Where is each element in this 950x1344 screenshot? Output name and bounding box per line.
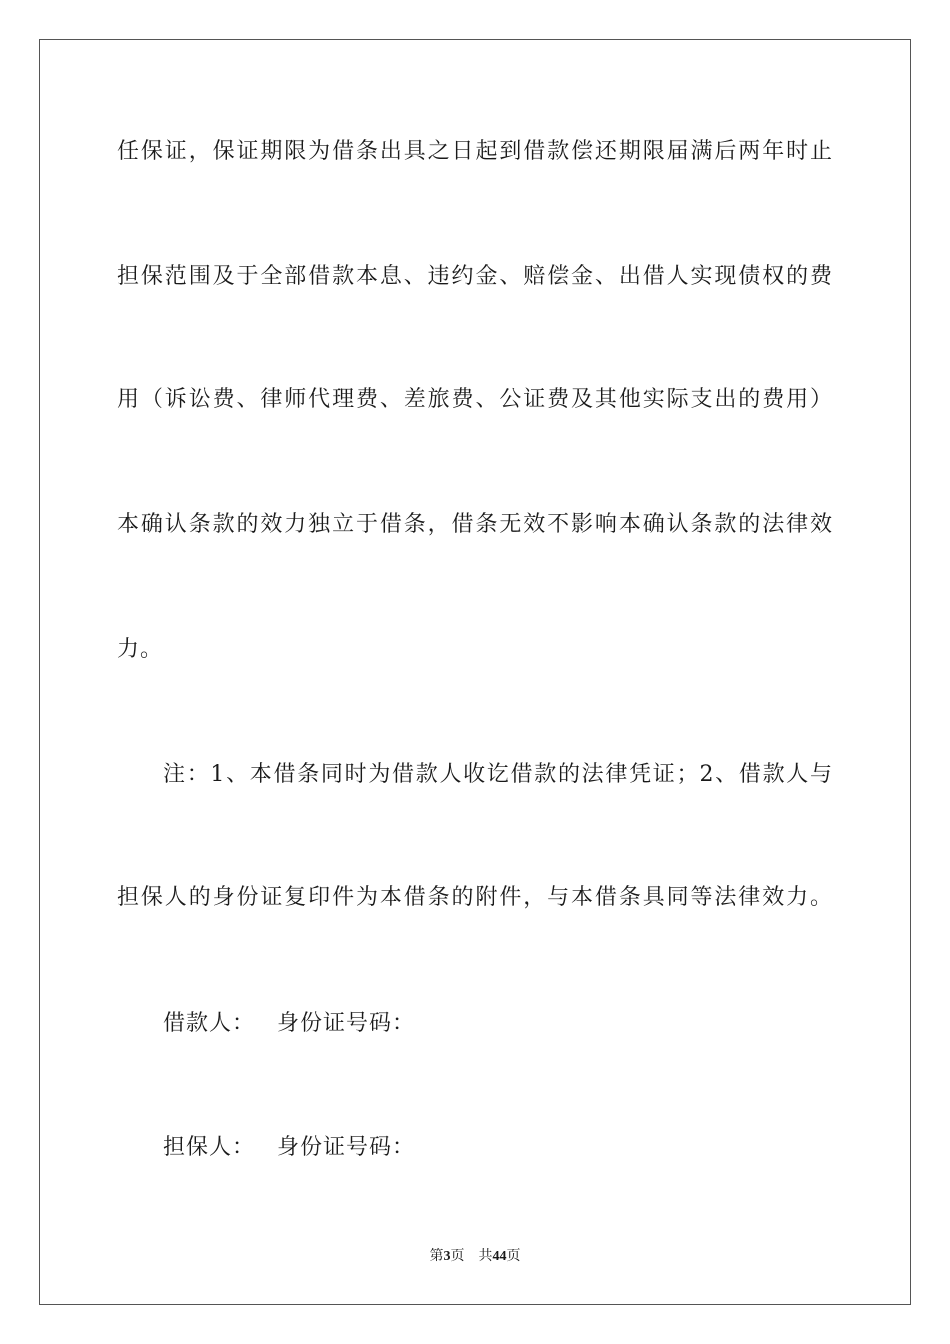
- borrower-signature-row: [163, 1009, 415, 1039]
- borrower-label: 借款人：: [163, 1011, 256, 1036]
- guarantor-signature-row: [163, 1133, 415, 1163]
- body-line-4: 本确认条款的效力独立于借条，借条无效不影响本确认条款的法律效: [117, 512, 833, 537]
- footer-page-suffix: 页: [450, 1249, 465, 1264]
- footer-total-prefix: 共: [478, 1249, 493, 1264]
- footer-total-suffix: 页: [506, 1249, 521, 1264]
- note-line-2: 担保人的身份证复印件为本借条的附件，与本借条具同等法律效力。: [117, 885, 833, 910]
- borrower-id-label: 身份证号码：: [277, 1011, 416, 1036]
- footer-page-number: 3: [443, 1249, 451, 1264]
- page-frame: [39, 39, 911, 1305]
- guarantor-label: 担保人：: [163, 1135, 256, 1160]
- footer-page-prefix: 第: [429, 1249, 444, 1264]
- body-line-5: 力。: [117, 637, 164, 662]
- body-line-1: 任保证，保证期限为借条出具之日起到借款偿还期限届满后两年时止: [117, 139, 833, 164]
- body-line-3: 用（诉讼费、律师代理费、差旅费、公证费及其他实际支出的费用）: [117, 387, 833, 412]
- page-footer: [0, 1248, 950, 1266]
- guarantor-id-label: 身份证号码：: [277, 1135, 416, 1160]
- body-line-2: 担保范围及于全部借款本息、违约金、赔偿金、出借人实现债权的费: [117, 264, 833, 289]
- note-line-1: 注：1、本借条同时为借款人收讫借款的法律凭证；2、借款人与: [163, 762, 833, 787]
- footer-total-pages: 44: [492, 1249, 507, 1264]
